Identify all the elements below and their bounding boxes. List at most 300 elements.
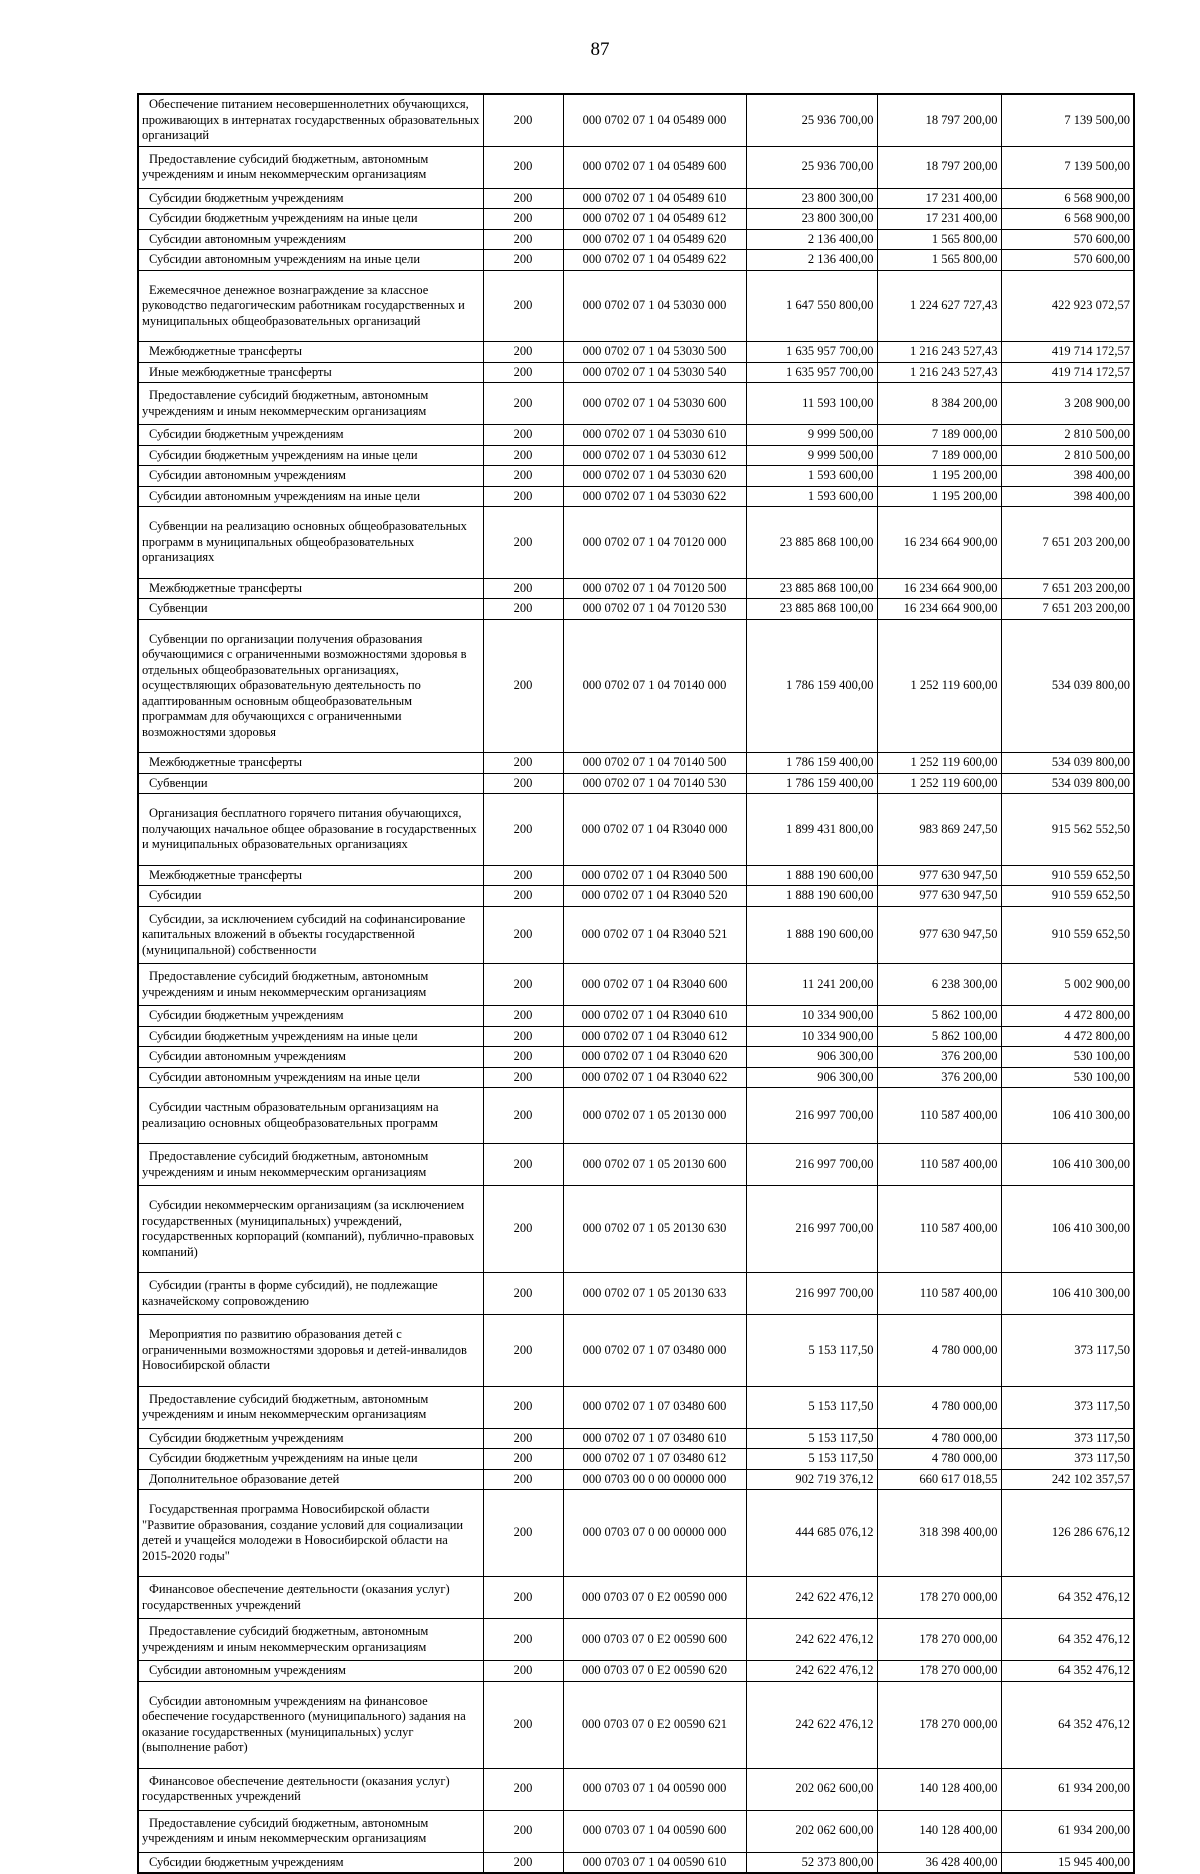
description-cell: Субвенции [138, 599, 483, 620]
bcc-code-cell: 000 0702 07 1 04 70120 000 [563, 507, 746, 579]
amount-approved-cell: 52 373 800,00 [746, 1852, 877, 1873]
amount-unexecuted-cell: 419 714 172,57 [1001, 362, 1134, 383]
description-cell: Ежемесячное денежное вознаграждение за классное руководство педагогическим работникам государственных и муниципальных общеобразовательных организаций [138, 270, 483, 342]
expense-type-cell: 200 [483, 1681, 563, 1768]
amount-unexecuted-cell: 64 352 476,12 [1001, 1577, 1134, 1619]
bcc-code-cell: 000 0703 07 1 04 00590 000 [563, 1768, 746, 1810]
amount-approved-cell: 5 153 117,50 [746, 1386, 877, 1428]
table-row [138, 1047, 1134, 1068]
amount-approved-cell: 902 719 376,12 [746, 1469, 877, 1490]
description-cell: Дополнительное образование детей [138, 1469, 483, 1490]
amount-unexecuted-cell: 373 117,50 [1001, 1315, 1134, 1387]
amount-unexecuted-cell: 530 100,00 [1001, 1047, 1134, 1068]
amount-executed-cell: 16 234 664 900,00 [877, 599, 1001, 620]
amount-executed-cell: 110 587 400,00 [877, 1144, 1001, 1186]
amount-unexecuted-cell: 4 472 800,00 [1001, 1006, 1134, 1027]
description-cell: Субсидии бюджетным учреждениям [138, 1006, 483, 1027]
bcc-code-cell: 000 0702 07 1 04 R3040 000 [563, 794, 746, 866]
table-row [138, 466, 1134, 487]
amount-executed-cell: 1 195 200,00 [877, 486, 1001, 507]
expense-type-cell: 200 [483, 445, 563, 466]
bcc-code-cell: 000 0702 07 1 04 R3040 620 [563, 1047, 746, 1068]
amount-approved-cell: 1 593 600,00 [746, 466, 877, 487]
bcc-code-cell: 000 0703 07 0 E2 00590 000 [563, 1577, 746, 1619]
bcc-code-cell: 000 0702 07 1 04 05489 612 [563, 209, 746, 230]
bcc-code-cell: 000 0703 07 0 E2 00590 620 [563, 1661, 746, 1682]
amount-unexecuted-cell: 7 651 203 200,00 [1001, 507, 1134, 579]
amount-unexecuted-cell: 106 410 300,00 [1001, 1186, 1134, 1273]
amount-approved-cell: 5 153 117,50 [746, 1428, 877, 1449]
amount-unexecuted-cell: 398 400,00 [1001, 486, 1134, 507]
amount-unexecuted-cell: 910 559 652,50 [1001, 906, 1134, 964]
table-row [138, 1768, 1134, 1810]
amount-approved-cell: 216 997 700,00 [746, 1273, 877, 1315]
amount-executed-cell: 8 384 200,00 [877, 383, 1001, 425]
amount-unexecuted-cell: 4 472 800,00 [1001, 1026, 1134, 1047]
expense-type-cell: 200 [483, 1315, 563, 1387]
table-row [138, 342, 1134, 363]
amount-executed-cell: 110 587 400,00 [877, 1088, 1001, 1144]
bcc-code-cell: 000 0702 07 1 07 03480 600 [563, 1386, 746, 1428]
table-row [138, 1067, 1134, 1088]
description-cell: Субсидии бюджетным учреждениям на иные цели [138, 1026, 483, 1047]
expense-type-cell: 200 [483, 1619, 563, 1661]
amount-approved-cell: 1 888 190 600,00 [746, 886, 877, 907]
bcc-code-cell: 000 0702 07 1 04 R3040 622 [563, 1067, 746, 1088]
amount-executed-cell: 5 862 100,00 [877, 1026, 1001, 1047]
amount-approved-cell: 23 800 300,00 [746, 209, 877, 230]
description-cell: Субвенции на реализацию основных общеобразовательных программ в муниципальных общеобразовательных организациях [138, 507, 483, 579]
amount-unexecuted-cell: 7 651 203 200,00 [1001, 599, 1134, 620]
table-row [138, 445, 1134, 466]
amount-unexecuted-cell: 61 934 200,00 [1001, 1810, 1134, 1852]
table-row [138, 1852, 1134, 1873]
amount-executed-cell: 6 238 300,00 [877, 964, 1001, 1006]
bcc-code-cell: 000 0702 07 1 04 05489 620 [563, 229, 746, 250]
expense-type-cell: 200 [483, 486, 563, 507]
amount-executed-cell: 376 200,00 [877, 1067, 1001, 1088]
amount-executed-cell: 4 780 000,00 [877, 1449, 1001, 1470]
amount-executed-cell: 16 234 664 900,00 [877, 507, 1001, 579]
bcc-code-cell: 000 0702 07 1 04 05489 622 [563, 250, 746, 271]
amount-unexecuted-cell: 7 139 500,00 [1001, 94, 1134, 146]
amount-approved-cell: 2 136 400,00 [746, 229, 877, 250]
amount-executed-cell: 1 224 627 727,43 [877, 270, 1001, 342]
description-cell: Субсидии автономным учреждениям [138, 466, 483, 487]
bcc-code-cell: 000 0702 07 1 07 03480 000 [563, 1315, 746, 1387]
table-row [138, 1386, 1134, 1428]
table-row [138, 209, 1134, 230]
amount-unexecuted-cell: 7 139 500,00 [1001, 146, 1134, 188]
amount-executed-cell: 16 234 664 900,00 [877, 578, 1001, 599]
amount-approved-cell: 1 647 550 800,00 [746, 270, 877, 342]
amount-approved-cell: 242 622 476,12 [746, 1577, 877, 1619]
bcc-code-cell: 000 0702 07 1 04 05489 000 [563, 94, 746, 146]
description-cell: Субсидии бюджетным учреждениям [138, 188, 483, 209]
description-cell: Государственная программа Новосибирской области "Развитие образования, создание условий для социализации детей и учащейся молодежи в Новосибирской области на 2015-2020 годы" [138, 1490, 483, 1577]
table-row [138, 362, 1134, 383]
table-row [138, 188, 1134, 209]
amount-unexecuted-cell: 570 600,00 [1001, 250, 1134, 271]
description-cell: Мероприятия по развитию образования детей с ограниченными возможностями здоровья и детей-инвалидов Новосибирской области [138, 1315, 483, 1387]
expense-type-cell: 200 [483, 146, 563, 188]
expense-type-cell: 200 [483, 1186, 563, 1273]
bcc-code-cell: 000 0702 07 1 04 70120 500 [563, 578, 746, 599]
bcc-code-cell: 000 0702 07 1 07 03480 610 [563, 1428, 746, 1449]
expense-type-cell: 200 [483, 1449, 563, 1470]
amount-executed-cell: 376 200,00 [877, 1047, 1001, 1068]
amount-approved-cell: 1 593 600,00 [746, 486, 877, 507]
amount-executed-cell: 977 630 947,50 [877, 886, 1001, 907]
amount-approved-cell: 23 800 300,00 [746, 188, 877, 209]
amount-approved-cell: 10 334 900,00 [746, 1026, 877, 1047]
description-cell: Организация бесплатного горячего питания обучающихся, получающих начальное общее образование в государственных и муниципальных образовательных организациях [138, 794, 483, 866]
amount-executed-cell: 1 252 119 600,00 [877, 773, 1001, 794]
description-cell: Субсидии бюджетным учреждениям [138, 1852, 483, 1873]
bcc-code-cell: 000 0702 07 1 04 R3040 520 [563, 886, 746, 907]
table-row [138, 1088, 1134, 1144]
expense-type-cell: 200 [483, 1006, 563, 1027]
amount-approved-cell: 5 153 117,50 [746, 1449, 877, 1470]
bcc-code-cell: 000 0702 07 1 04 53030 610 [563, 425, 746, 446]
description-cell: Субсидии автономным учреждениям [138, 1661, 483, 1682]
table-row [138, 1186, 1134, 1273]
table-row [138, 1315, 1134, 1387]
amount-executed-cell: 1 252 119 600,00 [877, 619, 1001, 753]
amount-unexecuted-cell: 2 810 500,00 [1001, 445, 1134, 466]
amount-approved-cell: 216 997 700,00 [746, 1186, 877, 1273]
expense-type-cell: 200 [483, 209, 563, 230]
amount-executed-cell: 1 195 200,00 [877, 466, 1001, 487]
bcc-code-cell: 000 0702 07 1 05 20130 000 [563, 1088, 746, 1144]
bcc-code-cell: 000 0702 07 1 04 R3040 500 [563, 865, 746, 886]
table-row [138, 865, 1134, 886]
expense-type-cell: 200 [483, 425, 563, 446]
expense-type-cell: 200 [483, 466, 563, 487]
bcc-code-cell: 000 0702 07 1 04 70140 500 [563, 753, 746, 774]
amount-approved-cell: 5 153 117,50 [746, 1315, 877, 1387]
amount-unexecuted-cell: 106 410 300,00 [1001, 1144, 1134, 1186]
amount-unexecuted-cell: 915 562 552,50 [1001, 794, 1134, 866]
amount-approved-cell: 202 062 600,00 [746, 1768, 877, 1810]
amount-executed-cell: 110 587 400,00 [877, 1186, 1001, 1273]
bcc-code-cell: 000 0702 07 1 05 20130 630 [563, 1186, 746, 1273]
bcc-code-cell: 000 0702 07 1 04 R3040 610 [563, 1006, 746, 1027]
bcc-code-cell: 000 0703 07 0 E2 00590 600 [563, 1619, 746, 1661]
amount-unexecuted-cell: 7 651 203 200,00 [1001, 578, 1134, 599]
amount-executed-cell: 178 270 000,00 [877, 1661, 1001, 1682]
expense-type-cell: 200 [483, 1469, 563, 1490]
description-cell: Субсидии автономным учреждениям на финансовое обеспечение государственного (муниципального) задания на оказание государственных (муниципальных) услуг (выполнение работ) [138, 1681, 483, 1768]
table-row [138, 1273, 1134, 1315]
bcc-code-cell: 000 0702 07 1 04 53030 500 [563, 342, 746, 363]
bcc-code-cell: 000 0702 07 1 04 R3040 612 [563, 1026, 746, 1047]
expense-type-cell: 200 [483, 964, 563, 1006]
expense-type-cell: 200 [483, 1810, 563, 1852]
amount-approved-cell: 216 997 700,00 [746, 1088, 877, 1144]
expense-type-cell: 200 [483, 362, 563, 383]
description-cell: Субсидии автономным учреждениям на иные цели [138, 1067, 483, 1088]
amount-executed-cell: 977 630 947,50 [877, 906, 1001, 964]
description-cell: Межбюджетные трансферты [138, 753, 483, 774]
amount-unexecuted-cell: 6 568 900,00 [1001, 209, 1134, 230]
table-row [138, 1428, 1134, 1449]
bcc-code-cell: 000 0702 07 1 05 20130 633 [563, 1273, 746, 1315]
expense-type-cell: 200 [483, 1273, 563, 1315]
amount-unexecuted-cell: 373 117,50 [1001, 1449, 1134, 1470]
amount-executed-cell: 1 565 800,00 [877, 250, 1001, 271]
table-row [138, 1619, 1134, 1661]
amount-executed-cell: 5 862 100,00 [877, 1006, 1001, 1027]
amount-unexecuted-cell: 534 039 800,00 [1001, 619, 1134, 753]
bcc-code-cell: 000 0702 07 1 05 20130 600 [563, 1144, 746, 1186]
amount-executed-cell: 7 189 000,00 [877, 445, 1001, 466]
amount-approved-cell: 11 593 100,00 [746, 383, 877, 425]
table-row [138, 773, 1134, 794]
bcc-code-cell: 000 0702 07 1 04 53030 600 [563, 383, 746, 425]
table-row [138, 753, 1134, 774]
expense-type-cell: 200 [483, 1088, 563, 1144]
amount-approved-cell: 2 136 400,00 [746, 250, 877, 271]
table-row [138, 1577, 1134, 1619]
description-cell: Предоставление субсидий бюджетным, автономным учреждениям и иным некоммерческим организациям [138, 1144, 483, 1186]
table-row [138, 270, 1134, 342]
table-row [138, 425, 1134, 446]
table-row [138, 794, 1134, 866]
amount-unexecuted-cell: 6 568 900,00 [1001, 188, 1134, 209]
amount-approved-cell: 1 786 159 400,00 [746, 753, 877, 774]
expense-type-cell: 200 [483, 578, 563, 599]
amount-executed-cell: 17 231 400,00 [877, 188, 1001, 209]
amount-executed-cell: 1 216 243 527,43 [877, 342, 1001, 363]
budget-table-body [138, 94, 1134, 1873]
table-row [138, 1006, 1134, 1027]
expense-type-cell: 200 [483, 1428, 563, 1449]
table-row [138, 229, 1134, 250]
table-row [138, 906, 1134, 964]
description-cell: Предоставление субсидий бюджетным, автономным учреждениям и иным некоммерческим организациям [138, 1386, 483, 1428]
amount-executed-cell: 660 617 018,55 [877, 1469, 1001, 1490]
amount-approved-cell: 10 334 900,00 [746, 1006, 877, 1027]
amount-executed-cell: 17 231 400,00 [877, 209, 1001, 230]
amount-executed-cell: 4 780 000,00 [877, 1428, 1001, 1449]
bcc-code-cell: 000 0702 07 1 04 R3040 600 [563, 964, 746, 1006]
expense-type-cell: 200 [483, 383, 563, 425]
amount-unexecuted-cell: 5 002 900,00 [1001, 964, 1134, 1006]
bcc-code-cell: 000 0703 07 0 E2 00590 621 [563, 1681, 746, 1768]
amount-executed-cell: 1 565 800,00 [877, 229, 1001, 250]
table-row [138, 1449, 1134, 1470]
bcc-code-cell: 000 0702 07 1 04 70120 530 [563, 599, 746, 620]
bcc-code-cell: 000 0702 07 1 04 53030 000 [563, 270, 746, 342]
amount-approved-cell: 1 786 159 400,00 [746, 773, 877, 794]
bcc-code-cell: 000 0702 07 1 07 03480 612 [563, 1449, 746, 1470]
amount-executed-cell: 178 270 000,00 [877, 1681, 1001, 1768]
expense-type-cell: 200 [483, 753, 563, 774]
amount-approved-cell: 9 999 500,00 [746, 425, 877, 446]
description-cell: Субсидии бюджетным учреждениям на иные цели [138, 1449, 483, 1470]
amount-approved-cell: 11 241 200,00 [746, 964, 877, 1006]
description-cell: Субсидии (гранты в форме субсидий), не подлежащие казначейскому сопровождению [138, 1273, 483, 1315]
description-cell: Субсидии, за исключением субсидий на софинансирование капитальных вложений в объекты государственной (муниципальной) собственности [138, 906, 483, 964]
amount-executed-cell: 18 797 200,00 [877, 94, 1001, 146]
amount-approved-cell: 23 885 868 100,00 [746, 507, 877, 579]
expense-type-cell: 200 [483, 1852, 563, 1873]
page-number: 87 [590, 39, 610, 60]
amount-executed-cell: 18 797 200,00 [877, 146, 1001, 188]
expense-type-cell: 200 [483, 1067, 563, 1088]
table-row [138, 964, 1134, 1006]
table-row [138, 486, 1134, 507]
expense-type-cell: 200 [483, 250, 563, 271]
amount-unexecuted-cell: 15 945 400,00 [1001, 1852, 1134, 1873]
amount-approved-cell: 25 936 700,00 [746, 94, 877, 146]
amount-executed-cell: 178 270 000,00 [877, 1577, 1001, 1619]
expense-type-cell: 200 [483, 794, 563, 866]
bcc-code-cell: 000 0702 07 1 04 53030 612 [563, 445, 746, 466]
expense-type-cell: 200 [483, 1768, 563, 1810]
description-cell: Межбюджетные трансферты [138, 578, 483, 599]
description-cell: Финансовое обеспечение деятельности (оказания услуг) государственных учреждений [138, 1768, 483, 1810]
amount-unexecuted-cell: 910 559 652,50 [1001, 886, 1134, 907]
amount-approved-cell: 25 936 700,00 [746, 146, 877, 188]
description-cell: Субсидии автономным учреждениям [138, 1047, 483, 1068]
amount-unexecuted-cell: 126 286 676,12 [1001, 1490, 1134, 1577]
description-cell: Предоставление субсидий бюджетным, автономным учреждениям и иным некоммерческим организациям [138, 146, 483, 188]
bcc-code-cell: 000 0702 07 1 04 53030 622 [563, 486, 746, 507]
amount-approved-cell: 9 999 500,00 [746, 445, 877, 466]
table-row [138, 1810, 1134, 1852]
description-cell: Субвенции по организации получения образования обучающимися с ограниченными возможностями здоровья в отдельных общеобразовательных организациях, осуществляющих образовательную деятельность по адаптированным основным общеобразовательным программам для обучающихся с ограниченными возможностями здоровья [138, 619, 483, 753]
amount-approved-cell: 242 622 476,12 [746, 1661, 877, 1682]
amount-executed-cell: 1 252 119 600,00 [877, 753, 1001, 774]
amount-unexecuted-cell: 106 410 300,00 [1001, 1088, 1134, 1144]
amount-executed-cell: 110 587 400,00 [877, 1273, 1001, 1315]
expense-type-cell: 200 [483, 188, 563, 209]
amount-executed-cell: 4 780 000,00 [877, 1386, 1001, 1428]
expense-type-cell: 200 [483, 906, 563, 964]
amount-executed-cell: 1 216 243 527,43 [877, 362, 1001, 383]
expense-type-cell: 200 [483, 94, 563, 146]
bcc-code-cell: 000 0702 07 1 04 05489 610 [563, 188, 746, 209]
bcc-code-cell: 000 0702 07 1 04 70140 530 [563, 773, 746, 794]
amount-unexecuted-cell: 373 117,50 [1001, 1386, 1134, 1428]
description-cell: Иные межбюджетные трансферты [138, 362, 483, 383]
amount-unexecuted-cell: 910 559 652,50 [1001, 865, 1134, 886]
description-cell: Субсидии бюджетным учреждениям [138, 425, 483, 446]
amount-unexecuted-cell: 570 600,00 [1001, 229, 1134, 250]
description-cell: Субвенции [138, 773, 483, 794]
bcc-code-cell: 000 0702 07 1 04 70140 000 [563, 619, 746, 753]
amount-unexecuted-cell: 534 039 800,00 [1001, 753, 1134, 774]
bcc-code-cell: 000 0702 07 1 04 R3040 521 [563, 906, 746, 964]
amount-unexecuted-cell: 106 410 300,00 [1001, 1273, 1134, 1315]
amount-approved-cell: 906 300,00 [746, 1067, 877, 1088]
amount-executed-cell: 4 780 000,00 [877, 1315, 1001, 1387]
description-cell: Предоставление субсидий бюджетным, автономным учреждениям и иным некоммерческим организациям [138, 964, 483, 1006]
table-row [138, 619, 1134, 753]
table-row [138, 1469, 1134, 1490]
table-row [138, 599, 1134, 620]
amount-approved-cell: 216 997 700,00 [746, 1144, 877, 1186]
table-row [138, 250, 1134, 271]
table-row [138, 886, 1134, 907]
amount-approved-cell: 1 786 159 400,00 [746, 619, 877, 753]
expense-type-cell: 200 [483, 619, 563, 753]
description-cell: Обеспечение питанием несовершеннолетних обучающихся, проживающих в интернатах государственных образовательных организаций [138, 94, 483, 146]
bcc-code-cell: 000 0702 07 1 04 53030 620 [563, 466, 746, 487]
amount-unexecuted-cell: 64 352 476,12 [1001, 1661, 1134, 1682]
description-cell: Межбюджетные трансферты [138, 865, 483, 886]
amount-unexecuted-cell: 61 934 200,00 [1001, 1768, 1134, 1810]
description-cell: Предоставление субсидий бюджетным, автономным учреждениям и иным некоммерческим организациям [138, 1810, 483, 1852]
amount-unexecuted-cell: 534 039 800,00 [1001, 773, 1134, 794]
amount-approved-cell: 23 885 868 100,00 [746, 599, 877, 620]
budget-table [137, 93, 1135, 1874]
description-cell: Субсидии [138, 886, 483, 907]
table-row [138, 1490, 1134, 1577]
expense-type-cell: 200 [483, 1026, 563, 1047]
table-row [138, 507, 1134, 579]
description-cell: Межбюджетные трансферты [138, 342, 483, 363]
expense-type-cell: 200 [483, 1144, 563, 1186]
amount-executed-cell: 983 869 247,50 [877, 794, 1001, 866]
table-row [138, 1661, 1134, 1682]
amount-approved-cell: 1 888 190 600,00 [746, 906, 877, 964]
table-row [138, 1144, 1134, 1186]
bcc-code-cell: 000 0703 00 0 00 00000 000 [563, 1469, 746, 1490]
expense-type-cell: 200 [483, 1047, 563, 1068]
bcc-code-cell: 000 0703 07 0 00 00000 000 [563, 1490, 746, 1577]
amount-unexecuted-cell: 530 100,00 [1001, 1067, 1134, 1088]
amount-executed-cell: 140 128 400,00 [877, 1810, 1001, 1852]
expense-type-cell: 200 [483, 865, 563, 886]
table-row [138, 578, 1134, 599]
amount-unexecuted-cell: 2 810 500,00 [1001, 425, 1134, 446]
amount-unexecuted-cell: 373 117,50 [1001, 1428, 1134, 1449]
amount-unexecuted-cell: 419 714 172,57 [1001, 342, 1134, 363]
expense-type-cell: 200 [483, 270, 563, 342]
table-row [138, 146, 1134, 188]
expense-type-cell: 200 [483, 1577, 563, 1619]
description-cell: Субсидии бюджетным учреждениям на иные цели [138, 445, 483, 466]
amount-executed-cell: 140 128 400,00 [877, 1768, 1001, 1810]
description-cell: Субсидии бюджетным учреждениям [138, 1428, 483, 1449]
description-cell: Предоставление субсидий бюджетным, автономным учреждениям и иным некоммерческим организациям [138, 1619, 483, 1661]
description-cell: Субсидии частным образовательным организациям на реализацию основных общеобразовательных программ [138, 1088, 483, 1144]
table-row [138, 1681, 1134, 1768]
amount-approved-cell: 1 888 190 600,00 [746, 865, 877, 886]
amount-executed-cell: 36 428 400,00 [877, 1852, 1001, 1873]
expense-type-cell: 200 [483, 507, 563, 579]
expense-type-cell: 200 [483, 599, 563, 620]
expense-type-cell: 200 [483, 773, 563, 794]
description-cell: Финансовое обеспечение деятельности (оказания услуг) государственных учреждений [138, 1577, 483, 1619]
table-row [138, 383, 1134, 425]
description-cell: Субсидии автономным учреждениям на иные цели [138, 486, 483, 507]
description-cell: Субсидии бюджетным учреждениям на иные цели [138, 209, 483, 230]
amount-unexecuted-cell: 64 352 476,12 [1001, 1619, 1134, 1661]
amount-executed-cell: 178 270 000,00 [877, 1619, 1001, 1661]
expense-type-cell: 200 [483, 1661, 563, 1682]
bcc-code-cell: 000 0702 07 1 04 05489 600 [563, 146, 746, 188]
amount-executed-cell: 977 630 947,50 [877, 865, 1001, 886]
amount-unexecuted-cell: 64 352 476,12 [1001, 1681, 1134, 1768]
table-row [138, 1026, 1134, 1047]
amount-executed-cell: 318 398 400,00 [877, 1490, 1001, 1577]
amount-approved-cell: 906 300,00 [746, 1047, 877, 1068]
amount-unexecuted-cell: 3 208 900,00 [1001, 383, 1134, 425]
